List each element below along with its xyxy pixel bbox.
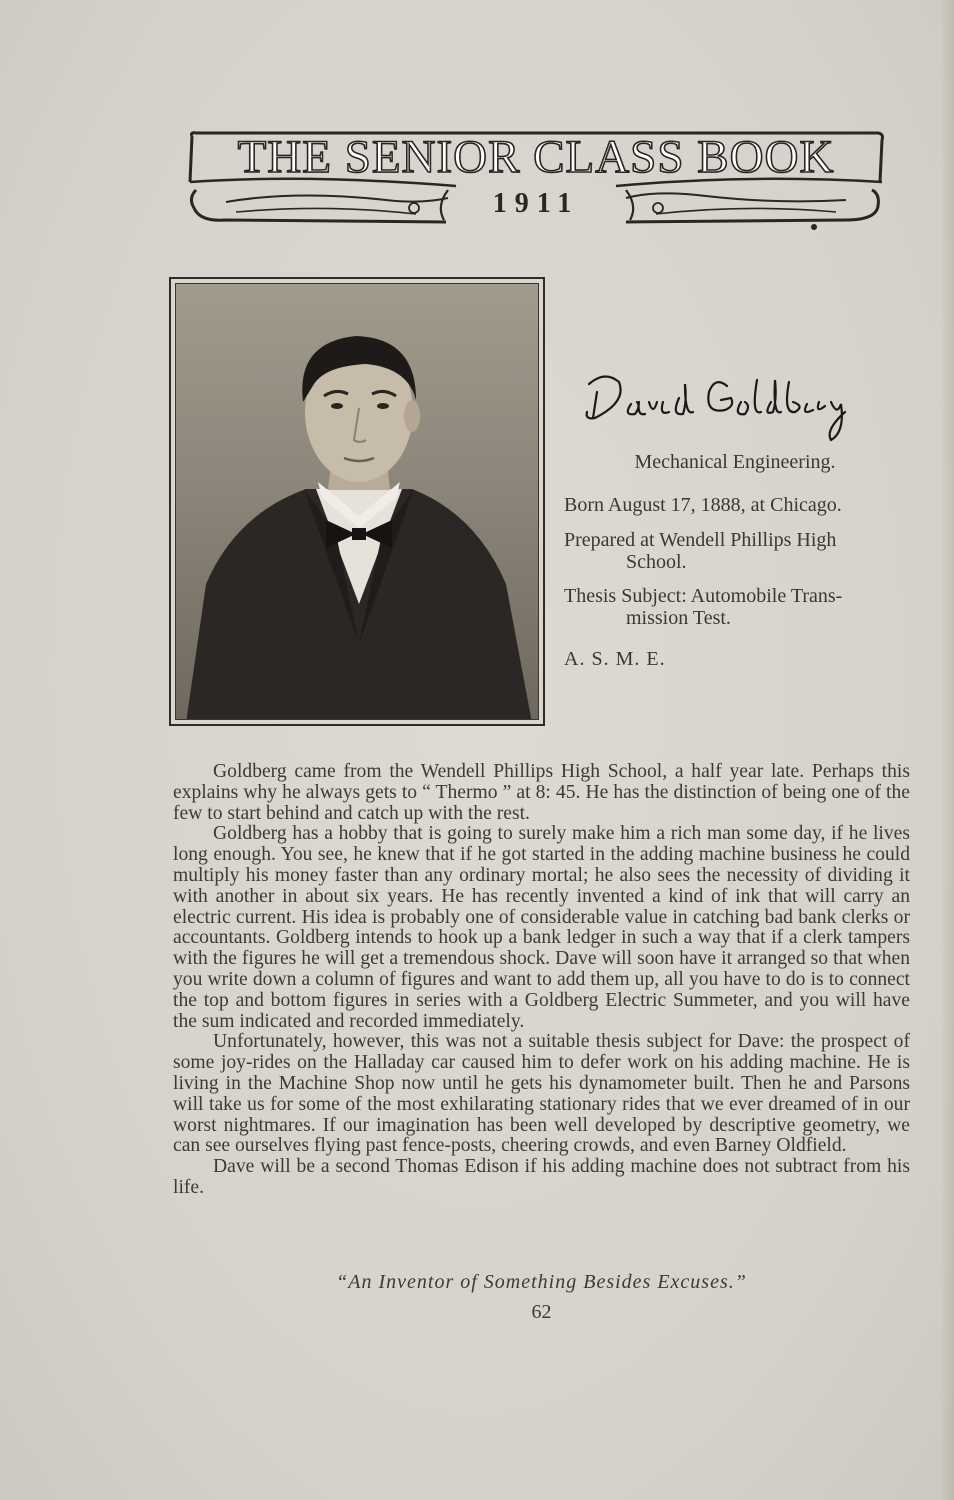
portrait-frame <box>169 277 545 726</box>
portrait-photo <box>175 283 539 720</box>
thesis-line-2: mission Test. <box>626 607 731 629</box>
book-year: 1911 <box>492 188 580 219</box>
biography-text <box>173 762 910 1199</box>
major: Mechanical Engineering. <box>634 451 836 473</box>
book-title: THE SENIOR CLASS BOOK <box>237 131 835 183</box>
motto-quote: “An Inventor of Something Besides Excuses.” <box>336 1271 747 1293</box>
society: A. S. M. E. <box>564 648 666 670</box>
paragraph: Unfortunately, however, this was not a suitable thesis subject for Dave: the prospect of some joy-rides on the Halladay car caused him to defer work on his adding machine. He is living in the Machine Shop now until he gets his dynamometer built. Then he and Parsons will take us for some of the most exhilarating stationary rides that we ever dreamed of in our worst nightmares. If our imagination has been well developed by descriptive geometry, we can see ourselves flying past fence-posts, cheering crowds, and even Barney Oldfield. <box>173 1031 910 1157</box>
birth-info: Born August 17, 1888, at Chicago. <box>564 494 842 516</box>
paragraph: Dave will be a second Thomas Edison if his adding machine does not subtract from his life. <box>173 1156 910 1198</box>
header-banner <box>186 128 886 234</box>
thesis-subject <box>564 585 910 629</box>
page-number: 62 <box>531 1301 552 1323</box>
prepared-line-1: Prepared at Wendell Phillips High <box>564 529 837 551</box>
paragraph: Goldberg has a hobby that is going to surely make him a rich man some day, if he lives long enough. You see, he knew that if he got started in the adding machine business he could multiply his money faster than any ordinary mortal; he also sees the necessity of dividing it with another in about six years. He has recently invented a kind of ink that will carry an electric current. His idea is probably one of considerable value in catching bad bank clerks or accountants. Goldberg intends to hook up a bank ledger in such a way that if a clerk tampers with the figures he will get a tremendous shock. Dave will soon have it arranged so that when you write down a column of figures and want to add them up, all you have to do is to connect the top and bottom figures in series with a Goldberg Electric Summeter, and you will have the sum indicated and recorded immediately. <box>173 823 910 1032</box>
paragraph: Goldberg came from the Wendell Phillips High School, a half year late. Perhaps this explains why he always gets to “ Thermo ” at 8: 45. He has the distinction of being one of the few to start behind and catch up with the rest. <box>173 761 910 824</box>
prepared-line-2: School. <box>626 551 687 573</box>
prepared-at <box>564 529 910 573</box>
handwritten-signature <box>575 362 905 442</box>
page-edge-shadow <box>940 0 954 1500</box>
thesis-line-1: Thesis Subject: Automobile Trans- <box>564 585 843 607</box>
portrait-figure <box>176 284 539 720</box>
